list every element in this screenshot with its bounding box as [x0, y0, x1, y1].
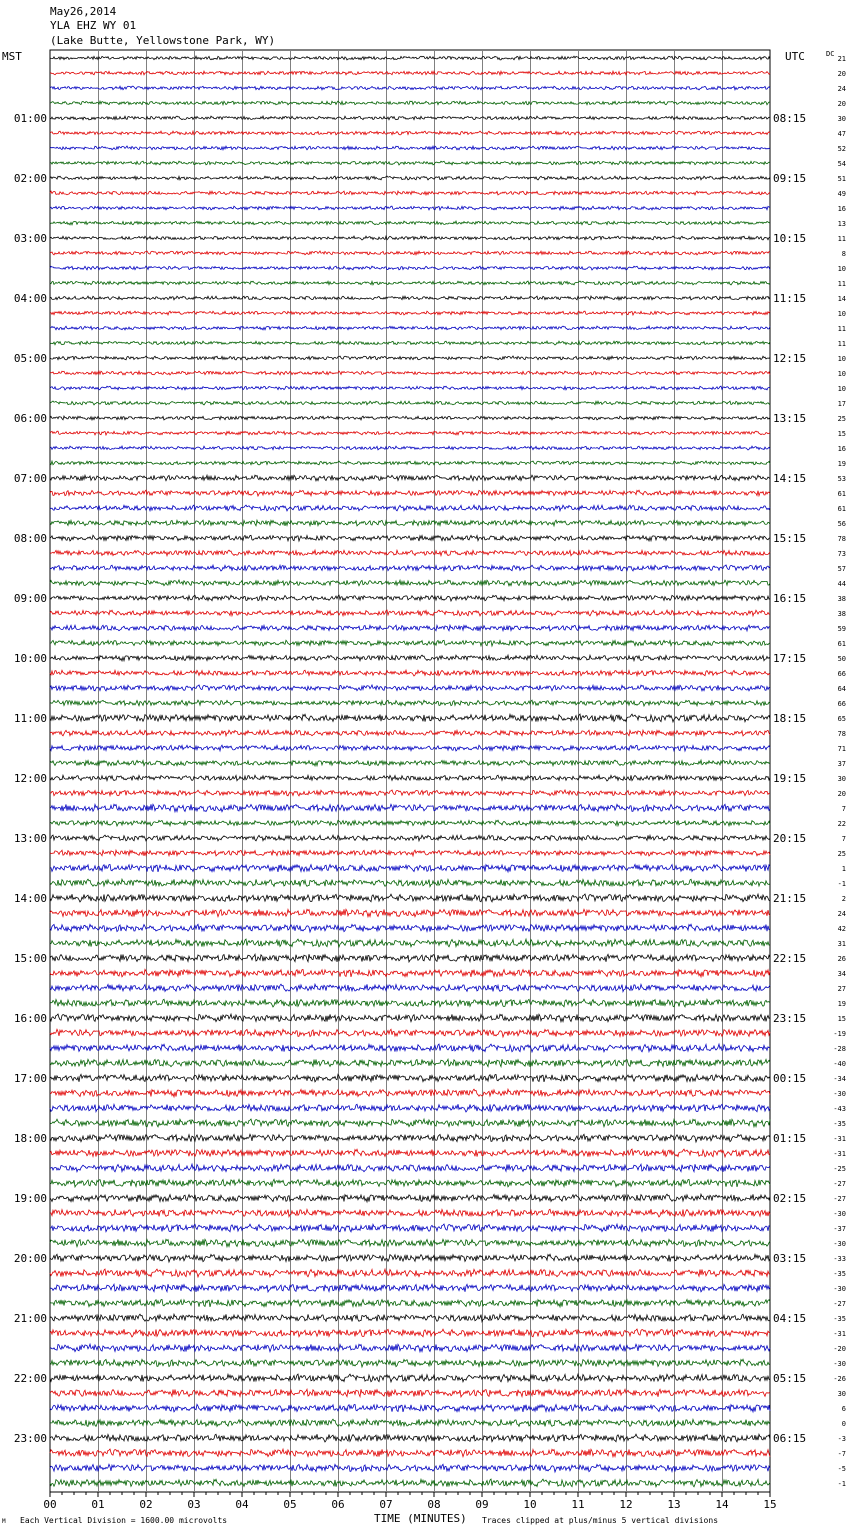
seismic-trace	[50, 281, 770, 285]
chart-location: (Lake Butte, Yellowstone Park, WY)	[50, 34, 276, 47]
dc-offset-value: 51	[837, 175, 846, 183]
seismic-trace	[50, 804, 770, 811]
dc-offset-value: 61	[837, 505, 846, 513]
dc-offset-value: 30	[837, 775, 846, 783]
seismic-trace	[50, 416, 770, 420]
dc-offset-value: 37	[837, 760, 846, 768]
hour-label-left: 13:00	[13, 832, 47, 845]
dc-offset-value: 38	[837, 610, 846, 618]
seismic-trace	[50, 131, 770, 135]
hour-label-left: 09:00	[13, 592, 47, 605]
dc-offset-value: 42	[837, 925, 846, 933]
x-tick-label: 11	[571, 1498, 585, 1511]
hour-label-right: 12:15	[773, 352, 807, 365]
seismic-trace	[50, 700, 770, 706]
dc-offset-value: 66	[837, 700, 846, 708]
hour-label-left: 21:00	[13, 1312, 47, 1325]
dc-offset-value: 56	[837, 520, 846, 528]
x-tick-label: 01	[91, 1498, 105, 1511]
seismic-trace	[50, 1224, 770, 1232]
dc-offset-value: 52	[837, 145, 846, 153]
seismic-trace	[50, 356, 770, 360]
chart-title: YLA EHZ WY 01	[50, 19, 137, 32]
dc-offset-value: -25	[833, 1165, 846, 1173]
dc-offset-value: 10	[837, 355, 846, 363]
hour-label-left: 17:00	[13, 1072, 47, 1085]
seismic-trace	[50, 1119, 770, 1127]
seismic-trace	[50, 1419, 770, 1426]
seismic-trace	[50, 176, 770, 180]
seismic-trace	[50, 371, 770, 375]
seismic-trace	[50, 116, 770, 120]
dc-offset-value: 50	[837, 655, 846, 663]
seismic-trace	[50, 685, 770, 691]
hour-label-right: 09:15	[773, 172, 807, 185]
seismic-trace	[50, 714, 770, 722]
dc-offset-value: -26	[833, 1375, 846, 1383]
dc-offset-value: -30	[833, 1360, 846, 1368]
seismic-trace	[50, 1359, 770, 1367]
dc-offset-value: 13	[837, 220, 846, 228]
seismic-trace	[50, 775, 770, 781]
seismic-trace	[50, 401, 770, 405]
seismic-trace	[50, 850, 770, 856]
dc-offset-value: 8	[841, 250, 846, 258]
dc-offset-value: -28	[833, 1045, 846, 1053]
x-tick-label: 12	[619, 1498, 633, 1511]
dc-offset-value: 15	[837, 1015, 846, 1023]
dc-offset-value: -20	[833, 1345, 846, 1353]
hour-label-right: 11:15	[773, 292, 807, 305]
hour-label-left: 20:00	[13, 1252, 47, 1265]
plot-frame	[50, 50, 770, 1492]
seismic-trace	[50, 1089, 770, 1097]
seismic-trace	[50, 1194, 770, 1202]
dc-offset-value: 31	[837, 940, 846, 948]
seismic-trace	[50, 610, 770, 616]
dc-offset-value: 1	[841, 865, 846, 873]
hour-label-left: 03:00	[13, 232, 47, 245]
seismic-trace	[50, 146, 770, 150]
dc-offset-value: 64	[837, 685, 846, 693]
seismic-trace	[50, 1404, 770, 1412]
dc-offset-value: 71	[837, 745, 846, 753]
seismic-trace	[50, 1464, 770, 1472]
hour-label-right: 10:15	[773, 232, 807, 245]
dc-offset-value: 2	[841, 895, 846, 903]
seismic-trace	[50, 221, 770, 225]
dc-offset-value: 10	[837, 310, 846, 318]
seismic-trace	[50, 341, 770, 345]
hour-label-right: 20:15	[773, 832, 807, 845]
dc-offset-value: -7	[837, 1450, 846, 1458]
scale-note: Each Vertical Division = 1600.00 microvolts	[20, 1516, 228, 1525]
hour-label-left: 14:00	[13, 892, 47, 905]
dc-offset-value: 20	[837, 100, 846, 108]
seismic-trace	[50, 505, 770, 511]
dc-offset-value: 24	[837, 85, 846, 93]
seismic-trace	[50, 760, 770, 766]
chart-date: May26,2014	[50, 5, 117, 18]
dc-offset-value: 20	[837, 790, 846, 798]
seismic-trace	[50, 1374, 770, 1382]
x-tick-label: 09	[475, 1498, 489, 1511]
seismic-trace	[50, 191, 770, 195]
dc-offset-value: 57	[837, 565, 846, 573]
seismic-trace	[50, 1389, 770, 1397]
dc-offset-header: DC	[826, 50, 835, 58]
hour-label-left: 04:00	[13, 292, 47, 305]
seismic-trace	[50, 1329, 770, 1337]
dc-offset-value: 14	[837, 295, 846, 303]
seismic-trace	[50, 655, 770, 661]
seismic-trace	[50, 461, 770, 465]
dc-offset-value: -3	[837, 1435, 846, 1443]
hour-label-right: 05:15	[773, 1372, 807, 1385]
hour-label-right: 08:15	[773, 112, 807, 125]
hour-label-left: 12:00	[13, 772, 47, 785]
seismic-trace	[50, 984, 770, 991]
dc-offset-value: -27	[833, 1180, 846, 1188]
dc-offset-value: -35	[833, 1270, 846, 1278]
clip-note: Traces clipped at plus/minus 5 vertical divisions	[482, 1516, 719, 1525]
dc-offset-value: 25	[837, 415, 846, 423]
x-tick-label: 04	[235, 1498, 249, 1511]
hour-label-left: 01:00	[13, 112, 47, 125]
dc-offset-value: -30	[833, 1240, 846, 1248]
dc-offset-value: 22	[837, 820, 846, 828]
dc-offset-value: -1	[837, 880, 846, 888]
seismic-trace	[50, 1014, 770, 1022]
seismic-trace	[50, 1239, 770, 1246]
hour-label-right: 17:15	[773, 652, 807, 665]
dc-offset-value: 11	[837, 340, 846, 348]
dc-offset-value: 78	[837, 730, 846, 738]
dc-offset-value: -30	[833, 1285, 846, 1293]
hour-label-left: 08:00	[13, 532, 47, 545]
dc-offset-value: 49	[837, 190, 846, 198]
x-tick-label: 06	[331, 1498, 345, 1511]
dc-offset-value: 11	[837, 325, 846, 333]
hour-label-right: 13:15	[773, 412, 807, 425]
dc-offset-value: 61	[837, 640, 846, 648]
seismic-trace	[50, 446, 770, 450]
dc-offset-value: -5	[837, 1465, 846, 1473]
seismic-trace	[50, 1479, 770, 1487]
seismic-trace	[50, 56, 770, 60]
hour-label-right: 00:15	[773, 1072, 807, 1085]
seismic-trace	[50, 565, 770, 571]
dc-offset-value: 7	[841, 805, 846, 813]
seismic-trace	[50, 475, 770, 481]
dc-offset-value: 19	[837, 1000, 846, 1008]
dc-offset-value: 11	[837, 235, 846, 243]
hour-label-right: 23:15	[773, 1012, 807, 1025]
x-tick-label: 03	[187, 1498, 201, 1511]
seismic-trace	[50, 251, 770, 255]
x-tick-label: 15	[763, 1498, 777, 1511]
dc-offset-value: -35	[833, 1315, 846, 1323]
hour-label-right: 04:15	[773, 1312, 807, 1325]
x-tick-label: 02	[139, 1498, 153, 1511]
dc-offset-value: 10	[837, 265, 846, 273]
x-tick-label: 08	[427, 1498, 441, 1511]
seismic-trace	[50, 1254, 770, 1262]
seismic-trace	[50, 879, 770, 886]
seismic-trace	[50, 820, 770, 826]
seismic-trace	[50, 1300, 770, 1307]
dc-offset-value: 66	[837, 670, 846, 678]
hour-label-right: 14:15	[773, 472, 807, 485]
dc-offset-value: -27	[833, 1195, 846, 1203]
x-tick-label: 13	[667, 1498, 681, 1511]
dc-offset-value: 10	[837, 370, 846, 378]
hour-label-right: 16:15	[773, 592, 807, 605]
seismic-trace	[50, 520, 770, 526]
seismic-trace	[50, 206, 770, 210]
hour-label-left: 11:00	[13, 712, 47, 725]
hour-label-right: 19:15	[773, 772, 807, 785]
dc-offset-value: -31	[833, 1330, 846, 1338]
seismic-trace	[50, 535, 770, 541]
seismic-trace	[50, 1344, 770, 1352]
hour-label-left: 07:00	[13, 472, 47, 485]
seismic-trace	[50, 326, 770, 330]
dc-offset-value: 16	[837, 445, 846, 453]
seismic-trace	[50, 1134, 770, 1142]
x-tick-label: 07	[379, 1498, 393, 1511]
dc-offset-value: 53	[837, 475, 846, 483]
dc-offset-value: -1	[837, 1480, 846, 1488]
dc-offset-value: -27	[833, 1300, 846, 1308]
dc-offset-value: 47	[837, 130, 846, 138]
seismic-trace	[50, 1434, 770, 1442]
hour-label-left: 15:00	[13, 952, 47, 965]
hour-label-right: 06:15	[773, 1432, 807, 1445]
seismic-trace	[50, 1149, 770, 1157]
dc-offset-value: 30	[837, 115, 846, 123]
dc-offset-value: 65	[837, 715, 846, 723]
seismic-trace	[50, 101, 770, 105]
dc-offset-value: -30	[833, 1090, 846, 1098]
seismic-trace	[50, 954, 770, 962]
hour-label-left: 10:00	[13, 652, 47, 665]
hour-label-left: 06:00	[13, 412, 47, 425]
seismic-trace	[50, 595, 770, 601]
seismic-trace	[50, 1044, 770, 1052]
dc-offset-value: 61	[837, 490, 846, 498]
dc-offset-value: 26	[837, 955, 846, 963]
seismic-trace	[50, 969, 770, 977]
hour-label-left: 18:00	[13, 1132, 47, 1145]
dc-offset-value: -35	[833, 1120, 846, 1128]
dc-offset-value: 15	[837, 430, 846, 438]
seismic-trace	[50, 1209, 770, 1217]
corner-mark: M	[2, 1518, 6, 1525]
x-tick-label: 14	[715, 1498, 729, 1511]
seismic-trace	[50, 1449, 770, 1457]
seismic-trace	[50, 865, 770, 872]
dc-offset-value: 73	[837, 550, 846, 558]
seismic-trace	[50, 311, 770, 315]
dc-offset-value: 30	[837, 1390, 846, 1398]
seismic-trace	[50, 490, 770, 496]
hour-label-right: 22:15	[773, 952, 807, 965]
dc-offset-value: 16	[837, 205, 846, 213]
hour-label-right: 02:15	[773, 1192, 807, 1205]
dc-offset-value: 34	[837, 970, 846, 978]
seismic-trace	[50, 745, 770, 751]
seismic-trace	[50, 296, 770, 300]
hour-label-right: 18:15	[773, 712, 807, 725]
dc-offset-value: -40	[833, 1060, 846, 1068]
dc-offset-value: 78	[837, 535, 846, 543]
seismic-trace	[50, 580, 770, 586]
seismic-trace	[50, 161, 770, 165]
seismic-trace	[50, 236, 770, 240]
seismic-trace	[50, 86, 770, 90]
hour-label-right: 01:15	[773, 1132, 807, 1145]
hour-label-left: 22:00	[13, 1372, 47, 1385]
seismic-trace	[50, 1104, 770, 1112]
seismic-trace	[50, 266, 770, 270]
left-timezone-label: MST	[2, 50, 22, 63]
dc-offset-value: 24	[837, 910, 846, 918]
dc-offset-value: 38	[837, 595, 846, 603]
seismic-trace	[50, 550, 770, 556]
seismic-trace	[50, 1314, 770, 1321]
hour-label-left: 19:00	[13, 1192, 47, 1205]
dc-offset-value: -34	[833, 1075, 846, 1083]
dc-offset-value: 19	[837, 460, 846, 468]
seismic-trace	[50, 1284, 770, 1292]
right-timezone-label: UTC	[785, 50, 805, 63]
seismic-trace	[50, 730, 770, 736]
dc-offset-value: -37	[833, 1225, 846, 1233]
hour-label-right: 15:15	[773, 532, 807, 545]
dc-offset-value: -31	[833, 1150, 846, 1158]
dc-offset-value: -30	[833, 1210, 846, 1218]
dc-offset-value: -43	[833, 1105, 846, 1113]
dc-offset-value: 25	[837, 850, 846, 858]
seismic-trace	[50, 1179, 770, 1187]
seismic-trace	[50, 1074, 770, 1082]
hour-label-left: 02:00	[13, 172, 47, 185]
seismic-trace	[50, 939, 770, 947]
hour-label-right: 21:15	[773, 892, 807, 905]
x-tick-label: 00	[43, 1498, 57, 1511]
x-tick-label: 10	[523, 1498, 537, 1511]
seismic-trace	[50, 924, 770, 932]
seismic-trace	[50, 670, 770, 676]
seismic-trace	[50, 790, 770, 796]
seismic-trace	[50, 640, 770, 646]
x-axis-label: TIME (MINUTES)	[374, 1512, 467, 1525]
dc-offset-value: 54	[837, 160, 846, 168]
dc-offset-value: 10	[837, 385, 846, 393]
hour-label-left: 16:00	[13, 1012, 47, 1025]
dc-offset-value: -33	[833, 1255, 846, 1263]
hour-label-right: 03:15	[773, 1252, 807, 1265]
seismic-trace	[50, 1059, 770, 1067]
seismic-trace	[50, 1269, 770, 1277]
seismic-trace	[50, 71, 770, 75]
dc-offset-value: 20	[837, 70, 846, 78]
dc-offset-value: 27	[837, 985, 846, 993]
seismic-trace	[50, 386, 770, 390]
dc-offset-value: 59	[837, 625, 846, 633]
dc-offset-value: 44	[837, 580, 846, 588]
seismic-trace	[50, 894, 770, 902]
dc-offset-value: 11	[837, 280, 846, 288]
seismic-trace	[50, 1164, 770, 1172]
dc-offset-value: 21	[837, 55, 846, 63]
dc-offset-value: 6	[841, 1405, 846, 1413]
seismic-trace	[50, 999, 770, 1007]
dc-offset-value: -31	[833, 1135, 846, 1143]
seismic-trace	[50, 431, 770, 435]
seismic-trace	[50, 835, 770, 841]
hour-label-left: 23:00	[13, 1432, 47, 1445]
dc-offset-value: 7	[841, 835, 846, 843]
dc-offset-value: 17	[837, 400, 846, 408]
hour-label-left: 05:00	[13, 352, 47, 365]
seismic-trace	[50, 1029, 770, 1037]
seismic-trace	[50, 909, 770, 916]
dc-offset-value: -19	[833, 1030, 846, 1038]
dc-offset-value: 0	[841, 1420, 846, 1428]
seismic-trace	[50, 625, 770, 631]
x-tick-label: 05	[283, 1498, 297, 1511]
